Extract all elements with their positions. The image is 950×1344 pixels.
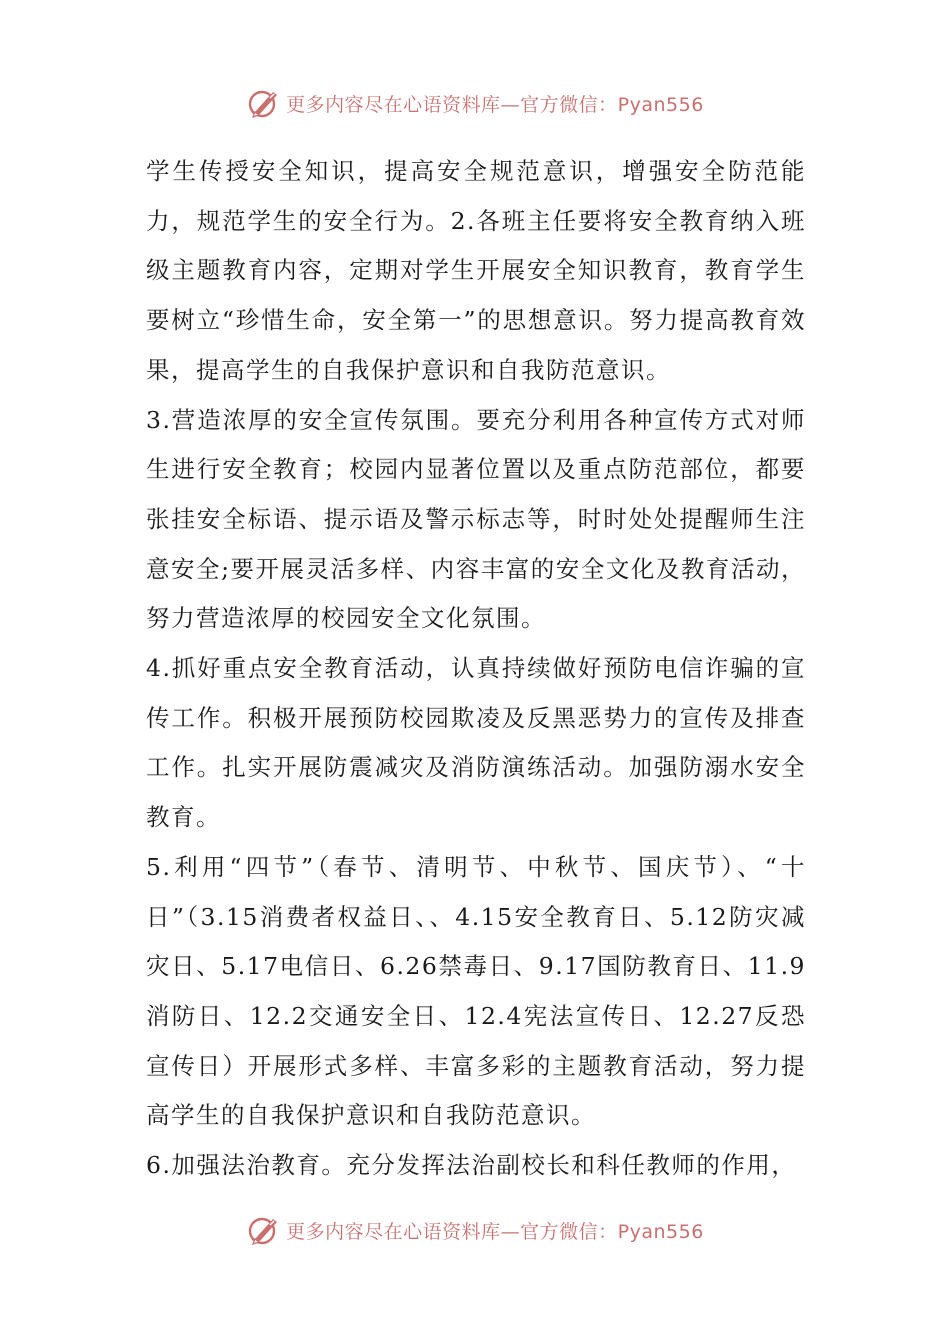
paragraph: 学生传授安全知识，提高安全规范意识，增强安全防范能力，规范学生的安全行为。2.各班主任要将安全教育纳入班级主题教育内容，定期对学生开展安全知识教育，教育学生要树立“珍惜生命，安全第一”的思想意识。努力提高教育效果，提高学生的自我保护意识和自我防范意识。: [146, 157, 806, 384]
pen-logo-icon: [246, 1212, 282, 1248]
header-banner: [0, 83, 950, 123]
footer-banner: [0, 1210, 950, 1250]
pen-logo-icon: [246, 85, 282, 121]
footer-text: 更多内容尽在心语资料库—官方微信：Pyan556: [286, 1220, 704, 1243]
header-text: 更多内容尽在心语资料库—官方微信：Pyan556: [286, 93, 704, 116]
document-body: [146, 147, 806, 1191]
header-wechat-id: Pyan556: [617, 93, 704, 116]
footer-wechat-id: Pyan556: [617, 1220, 704, 1243]
paragraph: 4.抓好重点安全教育活动，认真持续做好预防电信诈骗的宣传工作。积极开展预防校园欺凌及反黑恶势力的宣传及排查工作。扎实开展防震减灾及消防演练活动。加强防溺水安全教育。: [146, 654, 806, 832]
paragraph: 6.加强法治教育。充分发挥法治副校长和科任教师的作用，: [146, 1151, 797, 1180]
paragraph: 5.利用“四节”（春节、清明节、中秋节、国庆节）、“十日”（3.15消费者权益日、、4.15安全教育日、5.12防灾减灾日、5.17电信日、6.26禁毒日、9.17国防教育日、11.9消防日、12.2交通安全日、12.4宪法宣传日、12.27反恐宣传日）开展形式多样、丰富多彩的主题教育活动，努力提高学生的自我保护意识和自我防范意识。: [146, 852, 806, 1130]
paragraph: 3.营造浓厚的安全宣传氛围。要充分利用各种宣传方式对师生进行安全教育；校园内显著位置以及重点防范部位，都要张挂安全标语、提示语及警示标志等，时时处处提醒师生注意安全;要开展灵活多样、内容丰富的安全文化及教育活动，努力营造浓厚的校园安全文化氛围。: [146, 405, 806, 633]
